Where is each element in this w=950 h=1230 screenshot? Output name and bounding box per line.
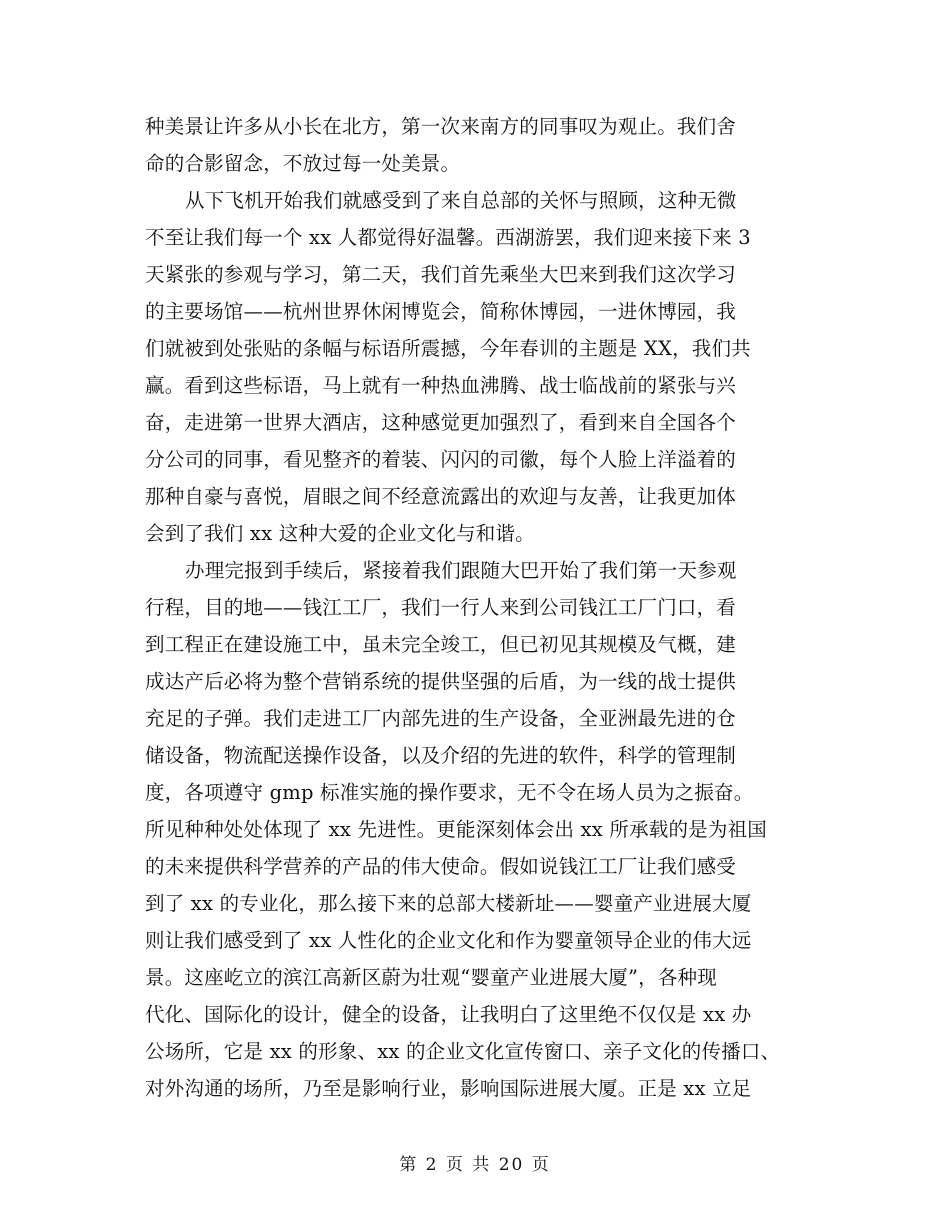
text-line: 种美景让许多从小长在北方，第一次来南方的同事叹为观止。我们舍 <box>145 115 737 138</box>
text-line: 奋，走进第一世界大酒店，这种感觉更加强烈了，看到来自全国各个 <box>145 411 737 434</box>
text-line: 景。这座屹立的滨江高新区蔚为壮观“婴童产业进展大厦”，各种现 <box>145 966 717 989</box>
text-line: 所见种种处处体现了 xx 先进性。更能深刻体会出 xx 所承载的是为祖国 <box>145 818 767 841</box>
text-line: 的主要场馆——杭州世界休闲博览会，简称休博园，一进休博园，我 <box>145 300 737 323</box>
text-line: 们就被到处张贴的条幅与标语所震撼，今年春训的主题是 XX，我们共 <box>145 337 751 360</box>
text-line: 则让我们感受到了 xx 人性化的企业文化和作为婴童领导企业的伟大远 <box>145 929 752 952</box>
paragraph-start-line: 从下飞机开始我们就感受到了来自总部的关怀与照顾，这种无微 <box>185 189 737 212</box>
text-line: 天紧张的参观与学习，第二天，我们首先乘坐大巴来到我们这次学习 <box>145 263 737 286</box>
text-line: 公场所，它是 xx 的形象、xx 的企业文化宣传窗口、亲子文化的传播口、 <box>145 1040 781 1063</box>
text-line: 那种自豪与喜悦，眉眼之间不经意流露出的欢迎与友善，让我更加体 <box>145 485 737 508</box>
text-line: 赢。看到这些标语，马上就有一种热血沸腾、战士临战前的紧张与兴 <box>145 374 737 397</box>
text-line: 成达产后必将为整个营销系统的提供坚强的后盾，为一线的战士提供 <box>145 670 737 693</box>
text-line: 会到了我们 xx 这种大爱的企业文化与和谐。 <box>145 522 535 545</box>
text-line: 不至让我们每一个 xx 人都觉得好温馨。西湖游罢，我们迎来接下来 3 <box>145 226 751 249</box>
text-line: 的未来提供科学营养的产品的伟大使命。假如说钱江工厂让我们感受 <box>145 855 737 878</box>
text-line: 代化、国际化的设计，健全的设备，让我明白了这里绝不仅仅是 xx 办 <box>145 1003 752 1026</box>
text-line: 对外沟通的场所，乃至是影响行业，影响国际进展大厦。正是 xx 立足 <box>145 1077 752 1100</box>
text-line: 分公司的同事，看见整齐的着装、闪闪的司徽，每个人脸上洋溢着的 <box>145 448 737 471</box>
paragraph-start-line: 办理完报到手续后，紧接着我们跟随大巴开始了我们第一天参观 <box>185 559 737 582</box>
document-body <box>145 108 825 1107</box>
text-line: 到了 xx 的专业化，那么接下来的总部大楼新址——婴童产业进展大厦 <box>145 892 752 915</box>
text-line: 命的合影留念，不放过每一处美景。 <box>145 152 461 175</box>
text-line: 行程，目的地——钱江工厂，我们一行人来到公司钱江工厂门口，看 <box>145 596 737 619</box>
text-line: 储设备，物流配送操作设备，以及介绍的先进的软件，科学的管理制 <box>145 744 737 767</box>
text-line: 到工程正在建设施工中，虽未完全竣工，但已初见其规模及气概，建 <box>145 633 737 656</box>
page-number-footer: 第 2 页 共 20 页 <box>399 1155 551 1175</box>
text-line: 度，各项遵守 gmp 标准实施的操作要求，无不令在场人员为之振奋。 <box>145 781 754 804</box>
text-line: 充足的子弹。我们走进工厂内部先进的生产设备，全亚洲最先进的仓 <box>145 707 737 730</box>
